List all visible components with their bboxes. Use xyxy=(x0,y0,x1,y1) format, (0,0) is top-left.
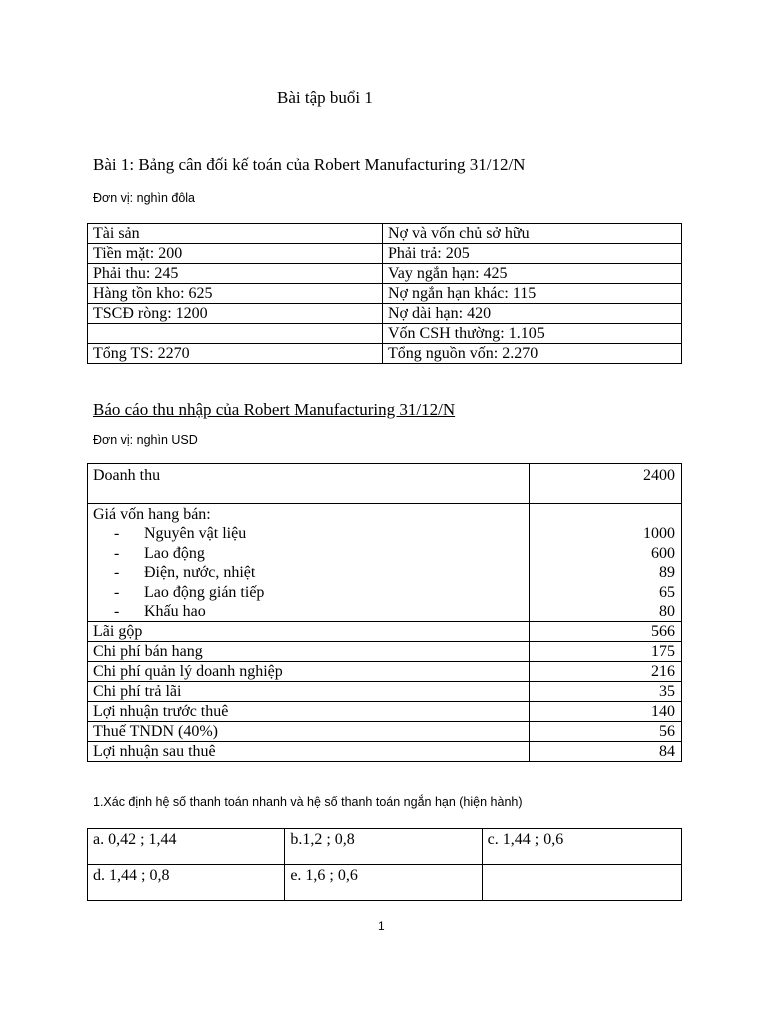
answer-option-a: a. 0,42 ; 1,44 xyxy=(88,829,285,865)
table-row xyxy=(88,702,682,722)
table-row xyxy=(88,682,682,702)
asset-cell xyxy=(88,324,383,344)
cogs-item-value: 600 xyxy=(651,544,675,562)
asset-cell: TSCĐ ròng: 1200 xyxy=(88,304,383,324)
cogs-item xyxy=(93,583,529,602)
cogs-spacer xyxy=(530,505,676,524)
answer-row xyxy=(88,829,682,865)
liability-cell: Nợ ngắn hạn khác: 115 xyxy=(382,284,681,304)
answer-option-d: d. 1,44 ; 0,8 xyxy=(88,865,285,901)
row-value: 2400 xyxy=(529,464,682,504)
table-row xyxy=(88,662,682,682)
cogs-item-label: Lao động xyxy=(144,544,205,562)
table-total-row xyxy=(88,344,682,364)
list-dash: - xyxy=(114,544,120,562)
liability-cell: Phải trả: 205 xyxy=(382,244,681,264)
list-dash: - xyxy=(114,564,120,582)
table-row xyxy=(88,742,682,762)
list-dash: - xyxy=(114,583,120,601)
row-value: 56 xyxy=(529,722,682,742)
cogs-item-label: Điện, nước, nhiệt xyxy=(144,564,256,582)
row-label: Lãi gộp xyxy=(88,622,530,642)
page-number: 1 xyxy=(378,919,385,933)
table-row xyxy=(88,324,682,344)
liability-cell: Vay ngắn hạn: 425 xyxy=(382,264,681,284)
row-value: 175 xyxy=(529,642,682,662)
asset-cell: Hàng tồn kho: 625 xyxy=(88,284,383,304)
question-text: 1.Xác định hệ số thanh toán nhanh và hệ số thanh toán ngắn hạn (hiện hành) xyxy=(93,795,523,809)
table-row xyxy=(88,642,682,662)
income-statement-unit: Đơn vị: nghìn USD xyxy=(93,433,198,447)
cogs-item-value: 1000 xyxy=(643,525,675,543)
row-label: Chi phí quản lý doanh nghiệp xyxy=(88,662,530,682)
row-value: 35 xyxy=(529,682,682,702)
row-label: Chi phí trả lãi xyxy=(88,682,530,702)
table-row xyxy=(88,304,682,324)
page-title: Bài tập buổi 1 xyxy=(277,88,373,107)
liability-cell: Vốn CSH thường: 1.105 xyxy=(382,324,681,344)
liability-total-cell: Tổng nguồn vốn: 2.270 xyxy=(382,344,681,364)
answer-row xyxy=(88,865,682,901)
cogs-item xyxy=(93,563,529,582)
asset-total-cell: Tổng TS: 2270 xyxy=(88,344,383,364)
cogs-item-value: 89 xyxy=(659,564,675,582)
cogs-item-label: Lao động gián tiếp xyxy=(144,583,265,601)
header-assets: Tài sản xyxy=(88,224,383,244)
answer-option-b: b.1,2 ; 0,8 xyxy=(285,829,482,865)
row-value: 84 xyxy=(529,742,682,762)
row-label: Thuế TNDN (40%) xyxy=(88,722,530,742)
list-dash: - xyxy=(114,525,120,543)
list-dash: - xyxy=(114,602,120,620)
cogs-item xyxy=(93,544,529,563)
income-statement-table xyxy=(87,463,682,762)
table-row xyxy=(88,284,682,304)
header-liabilities-equity: Nợ và vốn chủ sở hữu xyxy=(382,224,681,244)
balance-sheet-unit: Đơn vị: nghìn đôla xyxy=(93,191,196,205)
balance-sheet-heading: Bài 1: Bảng cân đối kế toán của Robert Manufacturing 31/12/N xyxy=(93,155,526,174)
cogs-item xyxy=(93,524,529,543)
cogs-label xyxy=(93,505,529,524)
asset-cell: Tiền mặt: 200 xyxy=(88,244,383,264)
answer-option-c: c. 1,44 ; 0,6 xyxy=(482,829,681,865)
table-row xyxy=(88,722,682,742)
cogs-label-text: Giá vốn hang bán: xyxy=(93,506,211,523)
asset-cell: Phải thu: 245 xyxy=(88,264,383,284)
table-header-row xyxy=(88,224,682,244)
row-label: Doanh thu xyxy=(88,464,530,504)
row-label: Lợi nhuận sau thuê xyxy=(88,742,530,762)
cogs-item-label: Khấu hao xyxy=(144,602,206,620)
cogs-item-value: 80 xyxy=(659,602,675,620)
row-value: 140 xyxy=(529,702,682,722)
table-row xyxy=(88,264,682,284)
table-row-revenue xyxy=(88,464,682,504)
cogs-item-value: 65 xyxy=(659,583,675,601)
table-row-cogs xyxy=(88,504,682,622)
answer-empty-cell xyxy=(482,865,681,901)
balance-sheet-table xyxy=(87,223,682,364)
cogs-item xyxy=(93,602,529,621)
answer-options-table xyxy=(87,828,682,901)
row-label: Chi phí bán hang xyxy=(88,642,530,662)
table-row xyxy=(88,244,682,264)
answer-option-e: e. 1,6 ; 0,6 xyxy=(285,865,482,901)
row-value: 216 xyxy=(529,662,682,682)
row-value: 566 xyxy=(529,622,682,642)
income-statement-heading: Báo cáo thu nhập của Robert Manufacturing 31/12/N xyxy=(93,400,456,419)
cogs-item-label: Nguyên vật liệu xyxy=(144,525,247,543)
cogs-label-cell xyxy=(88,504,530,622)
row-label: Lợi nhuận trước thuê xyxy=(88,702,530,722)
table-row xyxy=(88,622,682,642)
cogs-values-cell xyxy=(529,504,682,622)
liability-cell: Nợ dài hạn: 420 xyxy=(382,304,681,324)
